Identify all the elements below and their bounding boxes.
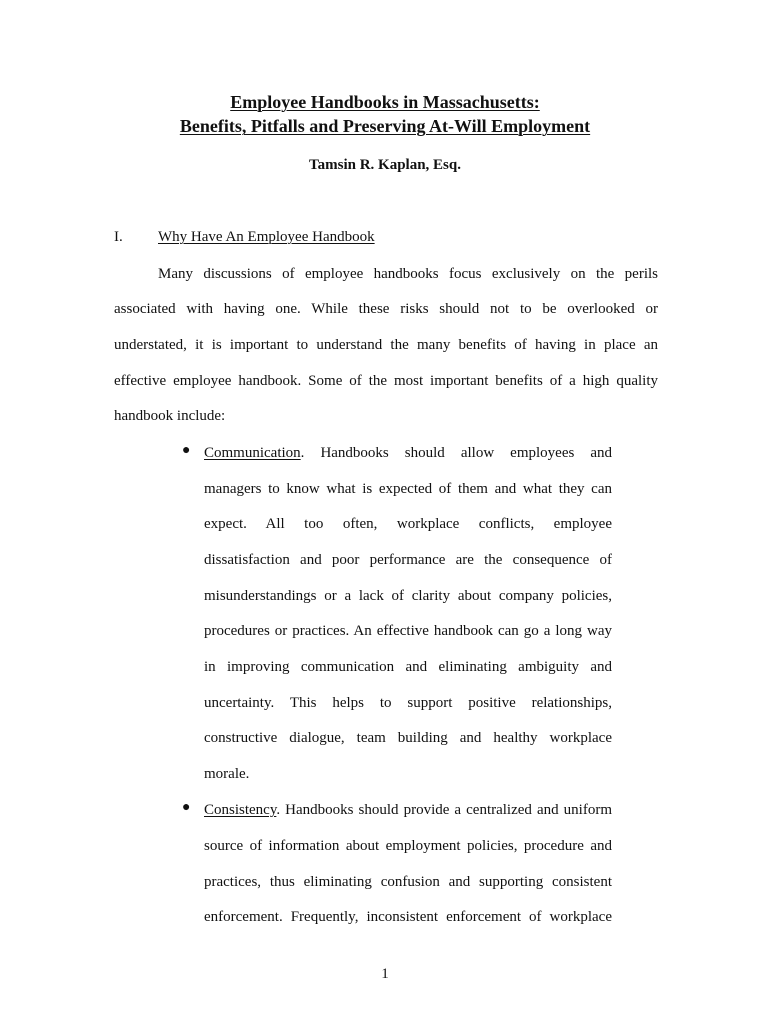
intro-line-2: associated with having one. While these risks should not to be overlooked or <box>114 301 658 317</box>
bullet-1-line-7: in improving communication and eliminating ambiguity and <box>204 659 612 675</box>
bullet-2-first-line <box>204 800 612 820</box>
bullet-1-line-10: morale. <box>204 766 250 782</box>
bullet-1-line-2: managers to know what is expected of them and what they can <box>204 481 612 497</box>
intro-line-5: handbook include: <box>114 408 226 424</box>
section-heading: Why Have An Employee Handbook <box>158 229 375 245</box>
bullet-1-line-4: dissatisfaction and poor performance are the consequence of <box>204 552 612 568</box>
bullet-1-line-8: uncertainty. This helps to support positive relationships, <box>204 695 612 711</box>
document-title-line-2: Benefits, Pitfalls and Preserving At-Will Employment <box>179 116 591 136</box>
bullet-1-line-6: procedures or practices. An effective handbook can go a long way <box>204 623 612 639</box>
author-name: Tamsin R. Kaplan, Esq. <box>308 157 461 173</box>
bullet-1-first-text: . Handbooks should allow employees and <box>300 445 612 461</box>
bullet-1-line-9: constructive dialogue, team building and healthy workplace <box>204 730 612 746</box>
bullet-1-line-5: misunderstandings or a lack of clarity about company policies, <box>204 588 612 604</box>
bullet-2-first-text: . Handbooks should provide a centralized and uniform <box>276 802 612 818</box>
section-number: I. <box>114 229 123 245</box>
bullet-dot-consistency: ● <box>182 800 191 815</box>
bullet-2-line-3: practices, thus eliminating confusion and supporting consistent <box>204 874 612 890</box>
bullet-term-communication: Communication <box>204 445 301 461</box>
bullet-1-line-3: expect. All too often, workplace conflicts, employee <box>204 516 612 532</box>
bullet-dot-communication: ● <box>182 443 191 458</box>
document-title-line-1: Employee Handbooks in Massachusetts: <box>230 92 540 112</box>
page-number: 1 <box>381 966 389 982</box>
bullet-term-consistency: Consistency <box>204 802 277 818</box>
intro-line-3: understated, it is important to understand the many benefits of having in place an <box>114 337 658 353</box>
bullet-2-line-2: source of information about employment policies, procedure and <box>204 838 612 854</box>
bullet-1-first-line <box>204 443 612 463</box>
intro-line-4: effective employee handbook. Some of the most important benefits of a high quality <box>114 373 658 389</box>
bullet-2-line-4: enforcement. Frequently, inconsistent enforcement of workplace <box>204 909 612 925</box>
intro-line-1: Many discussions of employee handbooks focus exclusively on the perils <box>158 266 658 282</box>
